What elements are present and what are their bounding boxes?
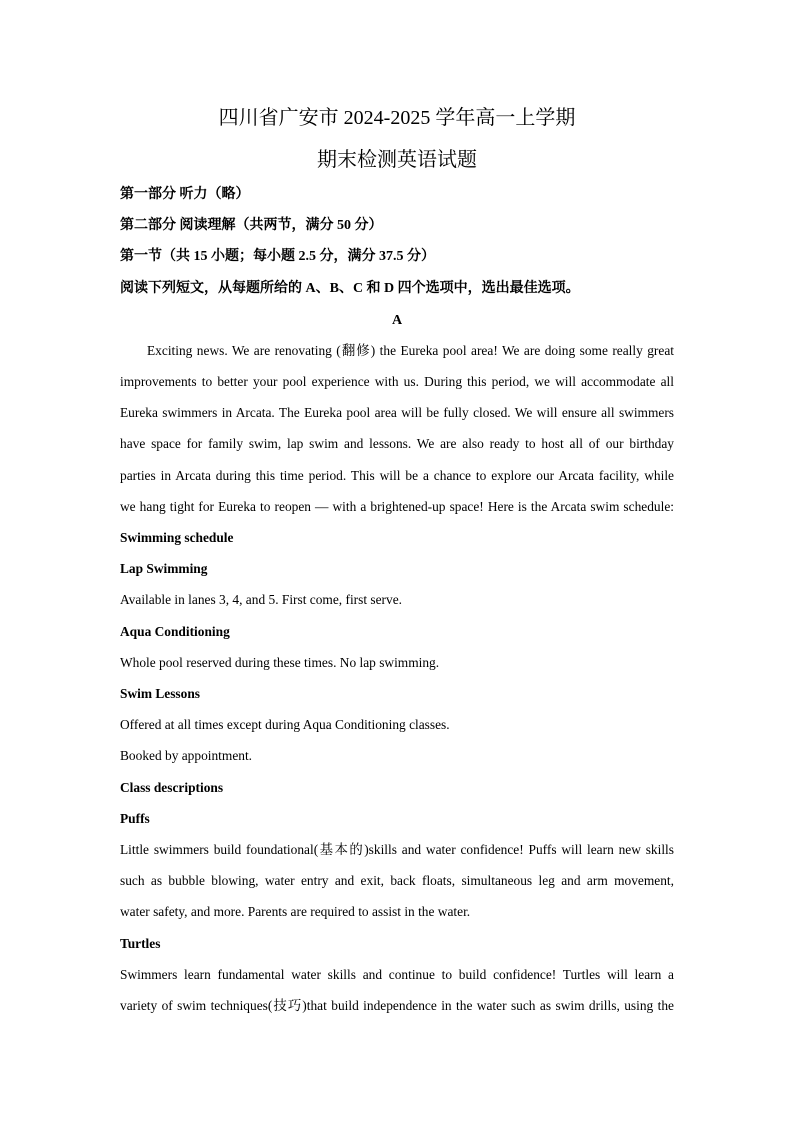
passage-label: A: [391, 313, 403, 328]
intro-line: Exciting news. We are renovating (翻修) the Eureka pool area! We are doing some really great: [147, 343, 674, 358]
turtles-line: Swimmers learn fundamental water skills and continue to build confidence! Turtles will learn a: [120, 967, 674, 982]
swim-lessons-heading: Swim Lessons: [120, 686, 200, 701]
puffs-line: water safety, and more. Parents are required to assist in the water.: [120, 904, 471, 919]
document-title-line1: 四川省广安市 2024-2025 学年高一上学期: [218, 107, 576, 129]
part2-heading: 第二部分 阅读理解（共两节，满分 50 分）: [120, 218, 383, 233]
aqua-conditioning-text: Whole pool reserved during these times. No lap swimming.: [120, 655, 440, 670]
document-title-line2: 期末检测英语试题: [317, 149, 477, 171]
intro-line: have space for family swim, lap swim and lessons. We are also ready to host all of our birthday: [120, 436, 674, 451]
turtles-line: variety of swim techniques(技巧)that build independence in the water such as swim drills, using the: [120, 998, 674, 1013]
swim-lessons-text: Offered at all times except during Aqua Conditioning classes.: [120, 717, 450, 732]
class-descriptions-heading: Class descriptions: [120, 780, 224, 795]
turtles-heading: Turtles: [120, 936, 161, 951]
intro-line: parties in Arcata during this time period. This will be a chance to explore our Arcata facility, while: [120, 468, 674, 483]
aqua-conditioning-heading: Aqua Conditioning: [120, 624, 230, 639]
puffs-heading: Puffs: [120, 811, 150, 826]
schedule-heading: Swimming schedule: [120, 530, 234, 545]
part1-heading: 第一部分 听力（略）: [120, 187, 250, 202]
intro-line: we hang tight for Eureka to reopen — with a brightened-up space! Here is the Arcata swim schedule:: [120, 499, 674, 514]
swim-lessons-text: Booked by appointment.: [120, 748, 253, 763]
puffs-line: Little swimmers build foundational(基本的)skills and water confidence! Puffs will learn new skills: [120, 842, 674, 857]
section1-heading: 第一节（共 15 小题；每小题 2.5 分，满分 37.5 分）: [120, 249, 435, 264]
lap-swimming-text: Available in lanes 3, 4, and 5. First come, first serve.: [120, 592, 403, 607]
puffs-line: such as bubble blowing, water entry and exit, back floats, simultaneous leg and arm movement,: [120, 873, 674, 888]
intro-line: Eureka swimmers in Arcata. The Eureka pool area will be fully closed. We will ensure all swimmers: [120, 405, 674, 420]
reading-instruction: 阅读下列短文，从每题所给的 A、B、C 和 D 四个选项中，选出最佳选项。: [120, 281, 580, 296]
lap-swimming-heading: Lap Swimming: [120, 561, 208, 576]
intro-line: improvements to better your pool experience with us. During this period, we will accommodate all: [120, 374, 674, 389]
